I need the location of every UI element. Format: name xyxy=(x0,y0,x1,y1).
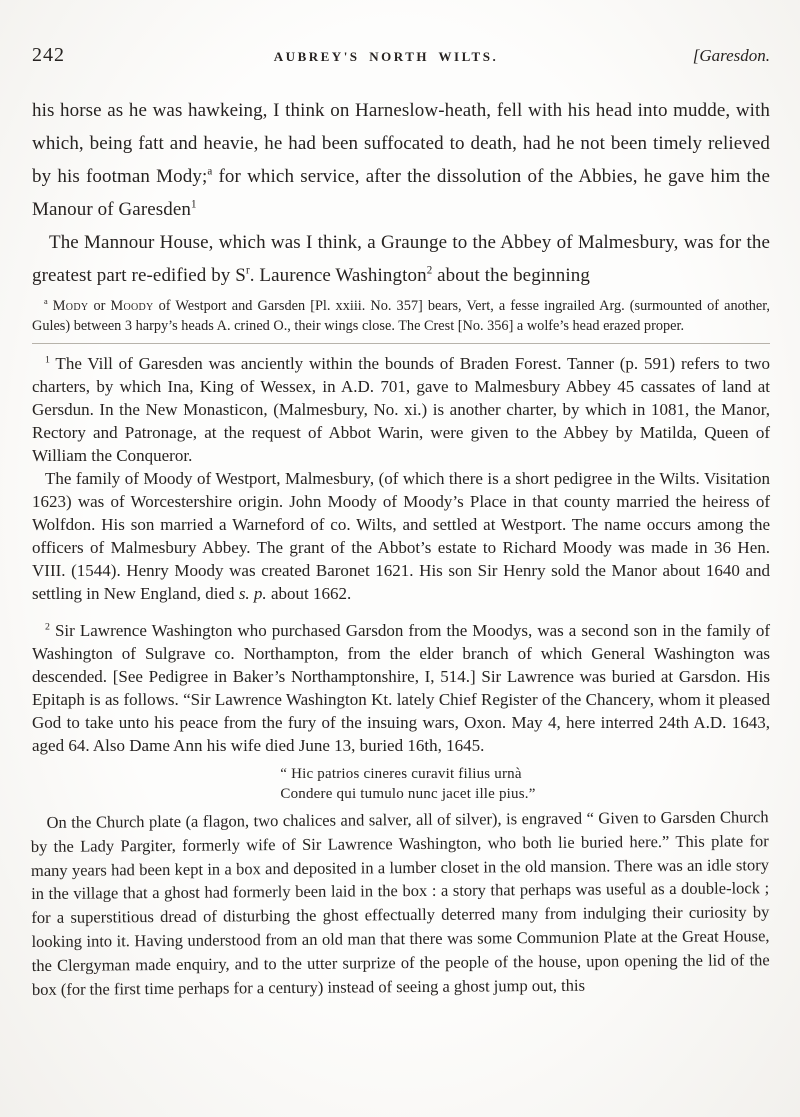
footnote-number-2: 2 xyxy=(45,621,50,633)
paragraph-horse-accident xyxy=(32,94,770,226)
paragraph-church-plate: On the Church plate (a flagon, two chalices and salver, all of silver), is engraved “ Given to Garsden Church by the Lady Pargiter, formerly wife of Sir Lawrence Washington, who both lie buried here.” This plate for many years had been kept in a box and deposited in a lumber closet in the old mansion. There was an idle story in the village that a ghost had formerly been laid in the box : a story that perhaps was useful as a double-lock ; for a superstitious dread of disturbing the ghost effectually deterred many from indulging their curiosity by looking into it. Having understood from an old man that there was some Communion Plate at the Great House, the Clergyman made enquiry, and to the utter surprize of the people of the house, upon opening the lid of the box (for the first time perhaps for a century) instead of seeing a ghost jump out, this xyxy=(30,807,770,999)
paragraph-mannour-house xyxy=(32,226,770,292)
footnote-marker-a: a xyxy=(207,165,213,178)
family-name-smallcaps: Moody xyxy=(110,298,154,314)
footnote-1 xyxy=(32,352,770,605)
note-text: or xyxy=(88,298,111,314)
running-title: AUBREY'S NORTH WILTS. xyxy=(273,49,499,64)
section-label: [Garesdon. xyxy=(692,46,770,65)
paragraph-text: for which service, after the dissolution of the Abbies, he gave him the Manour of Garesden xyxy=(32,166,770,220)
footnote-number-1: 1 xyxy=(45,354,50,366)
footnote-text: Sir Lawrence Washington who purchased Garsdon from the Moodys, was a second son in the family of Washington of Sulgrave co. Northampton, from the elder branch of which General Washington was descended. [See Pedigree in Baker’s Northamptonshire, I, 514.] Sir Lawrence was buried at Garsdon. His Epitaph is as follows. “Sir Lawrence Washington Kt. lately Chief Register of the Chancery, whom it pleased God to take unto his peace from the fury of the insuing wars, Oxon. May 4, here interred 24th A.D. 1643, aged 64. Also Dame Ann his wife died June 13, buried 16th, 1645. xyxy=(32,621,770,755)
main-text xyxy=(32,94,770,292)
paragraph-text: The Mannour House, which was I think, a Graunge to the Abbey of Malmesbury, was for the greatest part re-edified by S xyxy=(32,232,770,286)
page-number: 242 xyxy=(32,44,65,66)
superscript-r: r xyxy=(245,264,250,277)
footnote-marker-a: a xyxy=(44,297,48,307)
sine-prole-italic: s. p. xyxy=(238,584,267,603)
latin-epitaph-verse xyxy=(32,764,770,804)
paragraph-text: about the beginning xyxy=(432,265,590,286)
footnote-marker-1: 1 xyxy=(191,198,197,211)
footnote-marker-2: 2 xyxy=(426,264,433,277)
paragraph-text: his horse as he was hawkeing, I think on Harneslow-heath, fell with his head into mudde, with which, being fatt and heavie, he had been suffocated to death, had he not been timely relieved by his footman Mody; xyxy=(32,100,770,187)
footnote-2 xyxy=(32,619,770,757)
footnote-text: The family of Moody of Westport, Malmesbury, (of which there is a short pedigree in the Wilts. Visitation 1623) was of Worcestershire origin. John Moody of Moody’s Place in that county married the heiress of Wolfdon. His son married a Warneford of co. Wilts, and settled at Westport. The name occurs among the officers of Malmesbury Abbey. The grant of the Abbot’s estate to Richard Moody was made in 36 Hen. VIII. (1544). Henry Moody was created Baronet 1621. His son Sir Henry sold the Manor about 1640 and settling in New England, died xyxy=(32,469,770,603)
family-name-smallcaps: Mody xyxy=(52,298,89,314)
footnote-1-paragraph-1 xyxy=(32,352,770,467)
verse-line-2: Condere qui tumulo nunc jacet ille pius.” xyxy=(280,786,536,802)
paragraph-text: . Laurence Washington xyxy=(249,265,427,286)
footnote-1-paragraph-2 xyxy=(32,467,770,605)
footnote-divider-rule xyxy=(32,343,770,344)
verse-line-1: “ Hic patrios cineres curavit filius urnà xyxy=(280,766,522,782)
running-header xyxy=(32,44,770,67)
footnote-text: about 1662. xyxy=(266,584,352,603)
footnote-2-paragraph xyxy=(32,619,770,757)
note-text: of Westport and Garsden [Pl. xxiii. No. 357] bears, Vert, a fesse ingrailed Arg. (surmounted of another, Gules) between 3 harpy’s heads A. crined O., their wings close. The Crest [No. 356] a wolfe’s head erazed proper. xyxy=(32,298,770,334)
sidenote-heraldry xyxy=(32,297,770,336)
footnote-text: The Vill of Garesden was anciently within the bounds of Braden Forest. Tanner (p. 591) refers to two charters, by which Ina, King of Wessex, in A.D. 701, gave to Malmesbury Abbey 45 cassates of land at Gersdun. In the New Monasticon, (Malmesbury, No. xi.) is another charter, by which in 1081, the Manor, Rectory and Patronage, at the request of Abbot Warin, were given to the Abbey by Matilda, Queen of William the Conqueror. xyxy=(32,354,770,465)
